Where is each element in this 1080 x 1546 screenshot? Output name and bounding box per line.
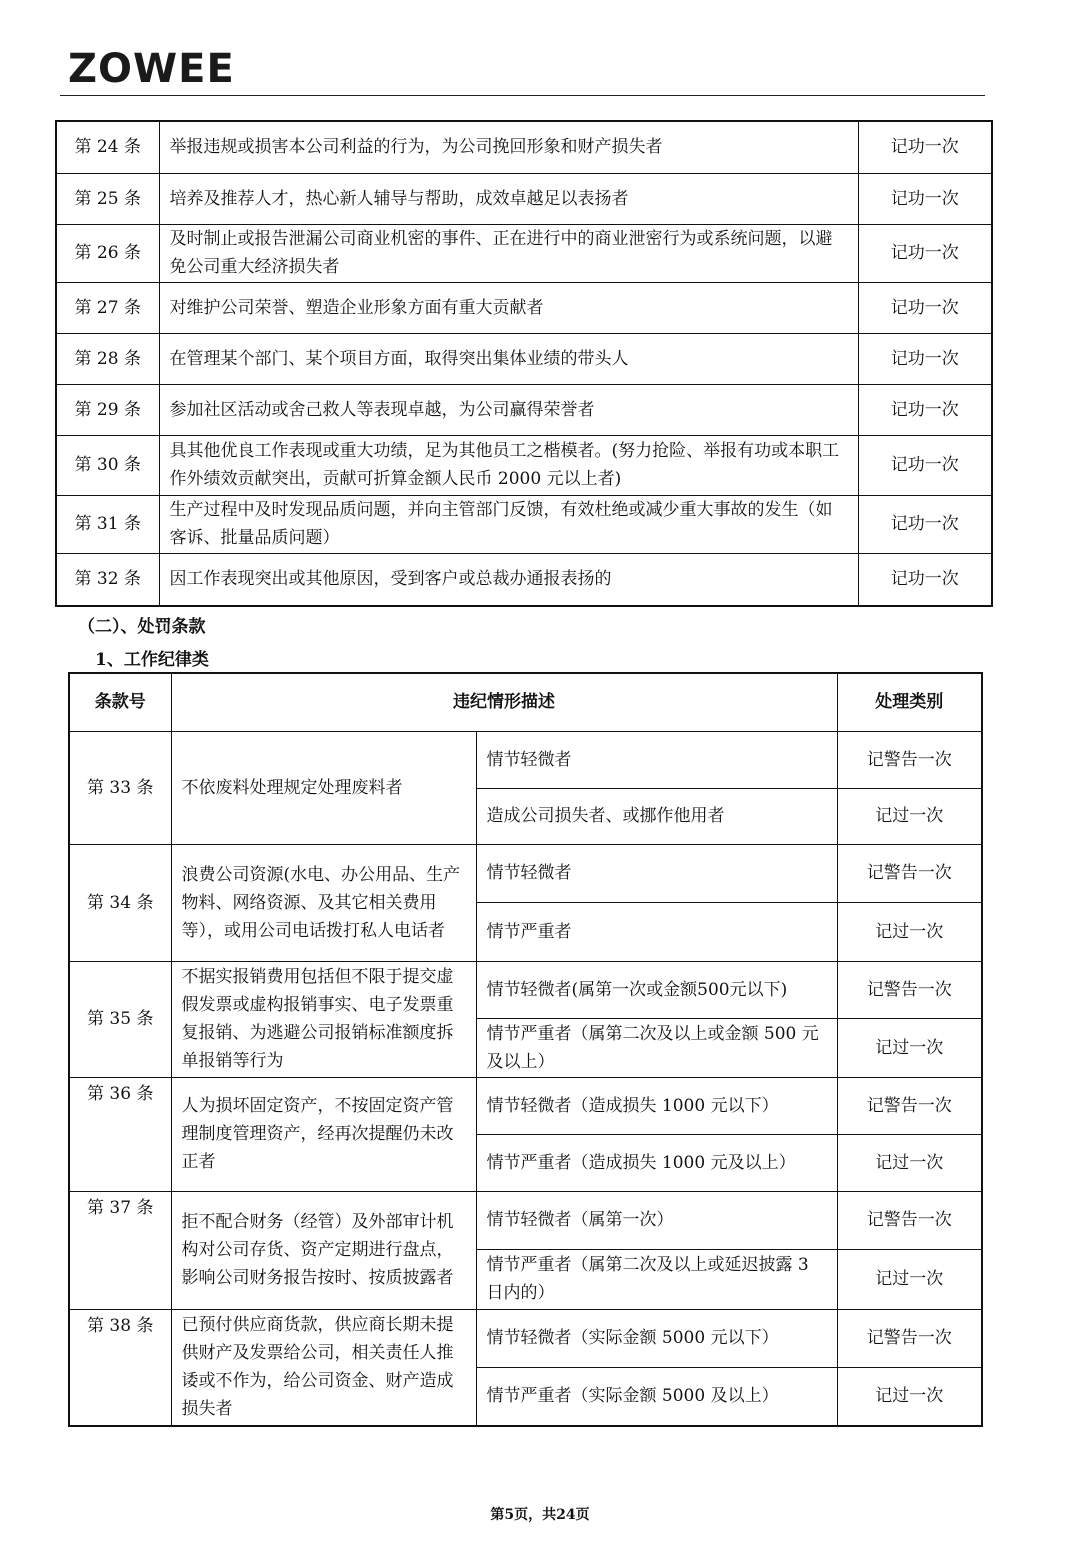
article-number: 第 33 条 [69, 731, 171, 844]
article-number: 第 37 条 [69, 1191, 171, 1309]
penalty-result: 记过一次 [837, 788, 982, 844]
reward-result: 记功一次 [858, 435, 992, 495]
article-description: 参加社区活动或舍己救人等表现卓越，为公司赢得荣誉者 [159, 384, 858, 435]
reward-result: 记功一次 [858, 553, 992, 606]
violation-severity: 情节严重者 [476, 902, 837, 961]
article-description: 因工作表现突出或其他原因，受到客户或总裁办通报表扬的 [159, 553, 858, 606]
company-logo: ZOWEE [68, 46, 235, 92]
penalty-result: 记过一次 [837, 1367, 982, 1426]
table-row [69, 1077, 982, 1134]
article-description: 及时制止或报告泄漏公司商业机密的事件、正在进行中的商业泄密行为或系统问题，以避免公司重大经济损失者 [159, 224, 858, 282]
violation-severity: 情节轻微者（属第一次） [476, 1191, 837, 1249]
violation-description: 浪费公司资源(水电、办公用品、生产物料、网络资源、及其它相关费用等），或用公司电话拨打私人电话者 [171, 844, 476, 961]
table-row [56, 553, 992, 606]
penalties-table [68, 672, 983, 1427]
violation-description: 人为损坏固定资产，不按固定资产管理制度管理资产，经再次提醒仍未改正者 [171, 1077, 476, 1191]
article-number: 第 30 条 [56, 435, 159, 495]
article-number: 第 38 条 [69, 1309, 171, 1426]
article-number: 第 25 条 [56, 173, 159, 224]
table-row [56, 121, 992, 173]
reward-result: 记功一次 [858, 224, 992, 282]
reward-result: 记功一次 [858, 333, 992, 384]
reward-result: 记功一次 [858, 121, 992, 173]
reward-result: 记功一次 [858, 173, 992, 224]
article-description: 生产过程中及时发现品质问题，并向主管部门反馈，有效杜绝或减少重大事故的发生（如客诉、批量品质问题） [159, 495, 858, 553]
violation-description: 不据实报销费用包括但不限于提交虚假发票或虚构报销事实、电子发票重复报销、为逃避公司报销标准额度拆单报销等行为 [171, 961, 476, 1077]
penalty-result: 记警告一次 [837, 961, 982, 1018]
header-divider [60, 95, 985, 96]
penalty-result: 记警告一次 [837, 1191, 982, 1249]
table-row [69, 1191, 982, 1249]
violation-severity: 情节严重者（造成损失 1000 元及以上） [476, 1134, 837, 1191]
table-row [69, 961, 982, 1018]
table-row [56, 435, 992, 495]
penalty-result: 记过一次 [837, 1134, 982, 1191]
table-row [56, 173, 992, 224]
penalty-result: 记警告一次 [837, 844, 982, 902]
violation-severity: 造成公司损失者、或挪作他用者 [476, 788, 837, 844]
article-description: 具其他优良工作表现或重大功绩，足为其他员工之楷模者。(努力抢险、举报有功或本职工作外绩效贡献突出，贡献可折算金额人民币 2000 元以上者) [159, 435, 858, 495]
table-row [69, 731, 982, 788]
rewards-table [55, 120, 993, 607]
reward-result: 记功一次 [858, 495, 992, 553]
penalty-result: 记警告一次 [837, 1077, 982, 1134]
table-header-row [69, 673, 982, 731]
header-result: 处理类别 [837, 673, 982, 731]
article-number: 第 32 条 [56, 553, 159, 606]
article-description: 培养及推荐人才，热心新人辅导与帮助，成效卓越足以表扬者 [159, 173, 858, 224]
article-description: 举报违规或损害本公司利益的行为，为公司挽回形象和财产损失者 [159, 121, 858, 173]
article-number: 第 26 条 [56, 224, 159, 282]
violation-severity: 情节严重者（实际金额 5000 及以上） [476, 1367, 837, 1426]
violation-description: 拒不配合财务（经管）及外部审计机构对公司存货、资产定期进行盘点，影响公司财务报告按时、按质披露者 [171, 1191, 476, 1309]
violation-severity: 情节轻微者（造成损失 1000 元以下） [476, 1077, 837, 1134]
table-row [56, 224, 992, 282]
page-number: 第5页，共24页 [490, 1507, 590, 1523]
violation-description: 已预付供应商货款，供应商长期未提供财产及发票给公司，相关责任人推诿或不作为，给公司资金、财产造成损失者 [171, 1309, 476, 1426]
table-row [56, 282, 992, 333]
article-number: 第 34 条 [69, 844, 171, 961]
violation-description: 不依废料处理规定处理废料者 [171, 731, 476, 844]
penalty-result: 记警告一次 [837, 1309, 982, 1367]
article-number: 第 27 条 [56, 282, 159, 333]
reward-result: 记功一次 [858, 384, 992, 435]
article-description: 对维护公司荣誉、塑造企业形象方面有重大贡献者 [159, 282, 858, 333]
subsection-title: 1、工作纪律类 [95, 650, 209, 670]
violation-severity: 情节严重者（属第二次及以上或延迟披露 3 日内的） [476, 1249, 837, 1309]
article-number: 第 29 条 [56, 384, 159, 435]
header-desc: 违纪情形描述 [171, 673, 837, 731]
article-number: 第 28 条 [56, 333, 159, 384]
article-number: 第 36 条 [69, 1077, 171, 1191]
article-number: 第 24 条 [56, 121, 159, 173]
violation-severity: 情节严重者（属第二次及以上或金额 500 元及以上） [476, 1018, 837, 1077]
header-article: 条款号 [69, 673, 171, 731]
table-row [56, 384, 992, 435]
article-number: 第 35 条 [69, 961, 171, 1077]
penalty-result: 记警告一次 [837, 731, 982, 788]
penalty-result: 记过一次 [837, 1018, 982, 1077]
violation-severity: 情节轻微者 [476, 844, 837, 902]
table-row [56, 495, 992, 553]
table-row [69, 844, 982, 902]
penalty-result: 记过一次 [837, 1249, 982, 1309]
violation-severity: 情节轻微者 [476, 731, 837, 788]
section-title: （二）、处罚条款 [78, 617, 206, 637]
reward-result: 记功一次 [858, 282, 992, 333]
table-row [56, 333, 992, 384]
article-description: 在管理某个部门、某个项目方面，取得突出集体业绩的带头人 [159, 333, 858, 384]
table-row [69, 1309, 982, 1367]
article-number: 第 31 条 [56, 495, 159, 553]
violation-severity: 情节轻微者（实际金额 5000 元以下） [476, 1309, 837, 1367]
violation-severity: 情节轻微者(属第一次或金额500元以下) [476, 961, 837, 1018]
penalty-result: 记过一次 [837, 902, 982, 961]
